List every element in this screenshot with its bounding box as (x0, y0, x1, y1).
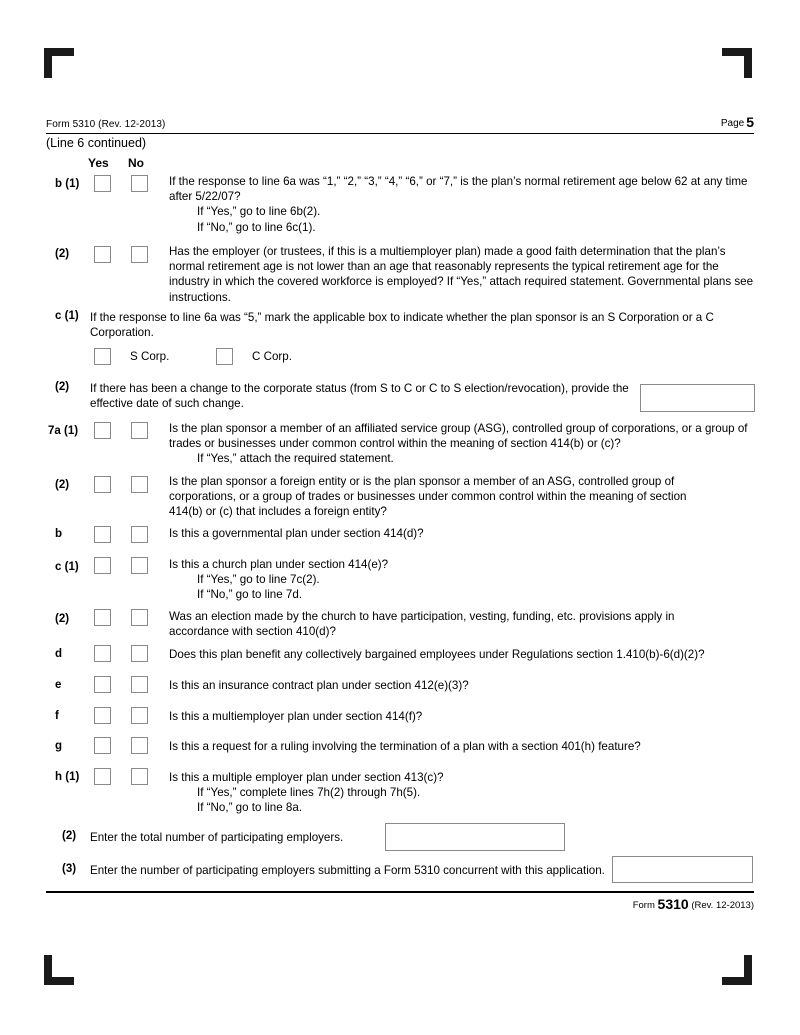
input-concurrent-form-5310-employers[interactable] (612, 856, 753, 883)
column-header-no: No (128, 156, 144, 170)
question-note-2: If “No,” go to line 6c(1). (197, 220, 316, 234)
question-text-7h2: Enter the total number of participating employers. (90, 831, 344, 844)
question-label-7d (55, 648, 62, 660)
question-label-7c2 (55, 613, 69, 625)
header-form-line: Form 5310 (Rev. 12-2013) (46, 119, 166, 130)
checkbox-7h1-no[interactable] (131, 768, 148, 785)
question-label-sub: (1) (64, 561, 79, 573)
registration-mark-bottom-right-icon (722, 955, 752, 985)
question-label-main: h (55, 771, 63, 783)
checkbox-7b-no[interactable] (131, 526, 148, 543)
checkbox-7g-yes[interactable] (94, 737, 111, 754)
checkbox-7a2-yes[interactable] (94, 476, 111, 493)
checkbox-7f-yes[interactable] (94, 707, 111, 724)
question-label-7b (55, 528, 62, 540)
question-label-7a1 (48, 425, 78, 437)
label-c-corp: C Corp. (252, 350, 292, 363)
question-body: If the response to line 6a was “5,” mark the applicable box to indicate whether the plan sponsor is an S Corporation or a C Corporation. (90, 311, 714, 340)
question-label-7h2: (2) (62, 830, 77, 842)
question-body: If the response to line 6a was “1,” “2,” “3,” “4,” “6,” or “7,” is the plan’s normal retirement age below 62 at any time after 5/22/07? (169, 175, 748, 204)
input-total-participating-employers[interactable] (385, 823, 565, 851)
checkbox-7c1-yes[interactable] (94, 557, 111, 574)
input-effective-date-of-change[interactable] (640, 384, 755, 412)
footer-form-word: Form (632, 900, 655, 911)
question-text-6b1 (169, 174, 755, 235)
question-label-sub: (2) (55, 248, 70, 260)
checkbox-7a2-no[interactable] (131, 476, 148, 493)
question-body: Does this plan benefit any collectively bargained employees under Regulations section 1.410(b)-6(d)(2)? (169, 648, 705, 661)
question-text-6c2 (90, 381, 630, 411)
question-label-sub: (1) (65, 771, 80, 783)
question-note-1: If “Yes,” go to line 7c(2). (197, 573, 320, 587)
checkbox-7h1-yes[interactable] (94, 768, 111, 785)
question-label-main: b (55, 178, 63, 190)
question-label-6b2 (55, 248, 69, 260)
checkbox-7a1-yes[interactable] (94, 422, 111, 439)
checkbox-6b2-yes[interactable] (94, 246, 111, 263)
label-s-corp: S Corp. (130, 350, 170, 363)
question-text-7h3: Enter the number of participating employers submitting a Form 5310 concurrent with this application. (90, 864, 605, 877)
question-label-6c2 (55, 381, 69, 393)
question-text-6c1 (90, 310, 715, 340)
question-label-sub: (1) (64, 425, 79, 437)
checkbox-7d-yes[interactable] (94, 645, 111, 662)
question-label-main: f (55, 710, 59, 722)
checkbox-7e-no[interactable] (131, 676, 148, 693)
question-body: Has the employer (or trustees, if this is a multiemployer plan) made a good faith determination that the plan’s normal retirement age is not lower than an age that reasonably represents the typical retirement age for the industry in which the covered workforce is employed? If “Yes,” attach required statement. Governmental plans see instructions. (169, 245, 754, 304)
question-label-sub: (2) (55, 479, 70, 491)
question-body: Was an election made by the church to have participation, vesting, funding, etc. provisions apply in accordance with section 410(d)? (169, 610, 675, 639)
page-header (46, 114, 754, 130)
registration-mark-bottom-left-icon (44, 955, 74, 985)
question-label-main: d (55, 648, 63, 660)
question-text-7a1 (169, 421, 755, 467)
question-label-sub: (2) (55, 381, 70, 393)
question-body: Is the plan sponsor a foreign entity or is the plan sponsor a member of an ASG, controlled group of corporations, or a group of trades or businesses under common control within the meaning of section 414(b) or (c) that includes a foreign entity? (169, 475, 687, 519)
page-number: 5 (746, 114, 754, 130)
question-label-main: e (55, 679, 62, 691)
question-note-2: If “No,” go to line 8a. (197, 801, 303, 815)
question-label-7h1 (55, 771, 79, 783)
question-note-1: If “Yes,” attach the required statement. (197, 452, 394, 466)
question-label-7e (55, 679, 61, 691)
checkbox-7c2-yes[interactable] (94, 609, 111, 626)
question-label-7g (55, 740, 62, 752)
question-label-sub: (1) (65, 178, 80, 190)
question-note-2: If “No,” go to line 7d. (197, 588, 303, 602)
question-text-7f (169, 709, 755, 724)
question-label-main: g (55, 740, 63, 752)
question-label-sub: (2) (55, 613, 70, 625)
question-text-7a2 (169, 474, 694, 520)
question-note-1: If “Yes,” complete lines 7h(2) through 7h(5). (197, 786, 421, 800)
question-text-7e (169, 678, 755, 693)
question-body: Is this a governmental plan under section 414(d)? (169, 527, 424, 540)
question-note-1: If “Yes,” go to line 6b(2). (197, 205, 321, 219)
footer-form-line (633, 896, 754, 912)
checkbox-6b1-no[interactable] (131, 175, 148, 192)
question-text-7c2 (169, 609, 694, 639)
question-label-6c1 (55, 310, 79, 322)
question-text-7g (169, 739, 755, 754)
checkbox-7a1-no[interactable] (131, 422, 148, 439)
question-label-main: 7a (48, 425, 61, 437)
question-label-7a2 (55, 479, 69, 491)
question-body: Is this a multiemployer plan under section 414(f)? (169, 710, 423, 723)
question-body: Is this a church plan under section 414(e)? (169, 558, 389, 571)
question-body: If there has been a change to the corporate status (from S to C or C to S election/revocation), provide the effective date of such change. (90, 382, 629, 411)
question-text-7b (169, 526, 755, 541)
question-text-7c1 (169, 557, 755, 603)
question-body: Is this a request for a ruling involving the termination of a plan with a section 401(h) feature? (169, 740, 641, 753)
question-label-main: b (55, 528, 63, 540)
checkbox-7b-yes[interactable] (94, 526, 111, 543)
question-label-main: c (55, 310, 62, 322)
question-label-7c1 (55, 561, 79, 573)
checkbox-7c2-no[interactable] (131, 609, 148, 626)
question-body: Is the plan sponsor a member of an affiliated service group (ASG), controlled group of corporations, or a group of trades or businesses under common control within the meaning of section 414(b) or (c)? (169, 422, 748, 451)
question-label-7h3: (3) (62, 863, 77, 875)
page-word: Page (720, 118, 745, 129)
checkbox-7d-no[interactable] (131, 645, 148, 662)
question-body: Is this a multiple employer plan under section 413(c)? (169, 771, 444, 784)
checkbox-6b1-yes[interactable] (94, 175, 111, 192)
footer-form-number: 5310 (657, 896, 689, 912)
registration-mark-top-right-icon (722, 48, 752, 78)
footer-revision: (Rev. 12-2013) (691, 900, 754, 911)
question-label-7f (55, 710, 59, 722)
question-text-6b2 (169, 244, 755, 305)
checkbox-7c1-no[interactable] (131, 557, 148, 574)
checkbox-s-corp[interactable] (94, 348, 111, 365)
registration-mark-top-left-icon (44, 48, 74, 78)
checkbox-7e-yes[interactable] (94, 676, 111, 693)
header-divider (46, 133, 754, 134)
question-label-6b1 (55, 178, 79, 190)
footer-divider (46, 891, 754, 893)
page-number-label (721, 114, 754, 130)
checkbox-7g-no[interactable] (131, 737, 148, 754)
question-text-7d (169, 647, 755, 662)
question-body: Is this an insurance contract plan under section 412(e)(3)? (169, 679, 469, 692)
checkbox-7f-no[interactable] (131, 707, 148, 724)
column-header-yes: Yes (88, 156, 109, 170)
question-label-sub: (1) (64, 310, 79, 322)
section-continued-label: (Line 6 continued) (46, 136, 147, 150)
checkbox-c-corp[interactable] (216, 348, 233, 365)
checkbox-6b2-no[interactable] (131, 246, 148, 263)
question-label-main: c (55, 561, 62, 573)
question-text-7h1 (169, 770, 755, 816)
